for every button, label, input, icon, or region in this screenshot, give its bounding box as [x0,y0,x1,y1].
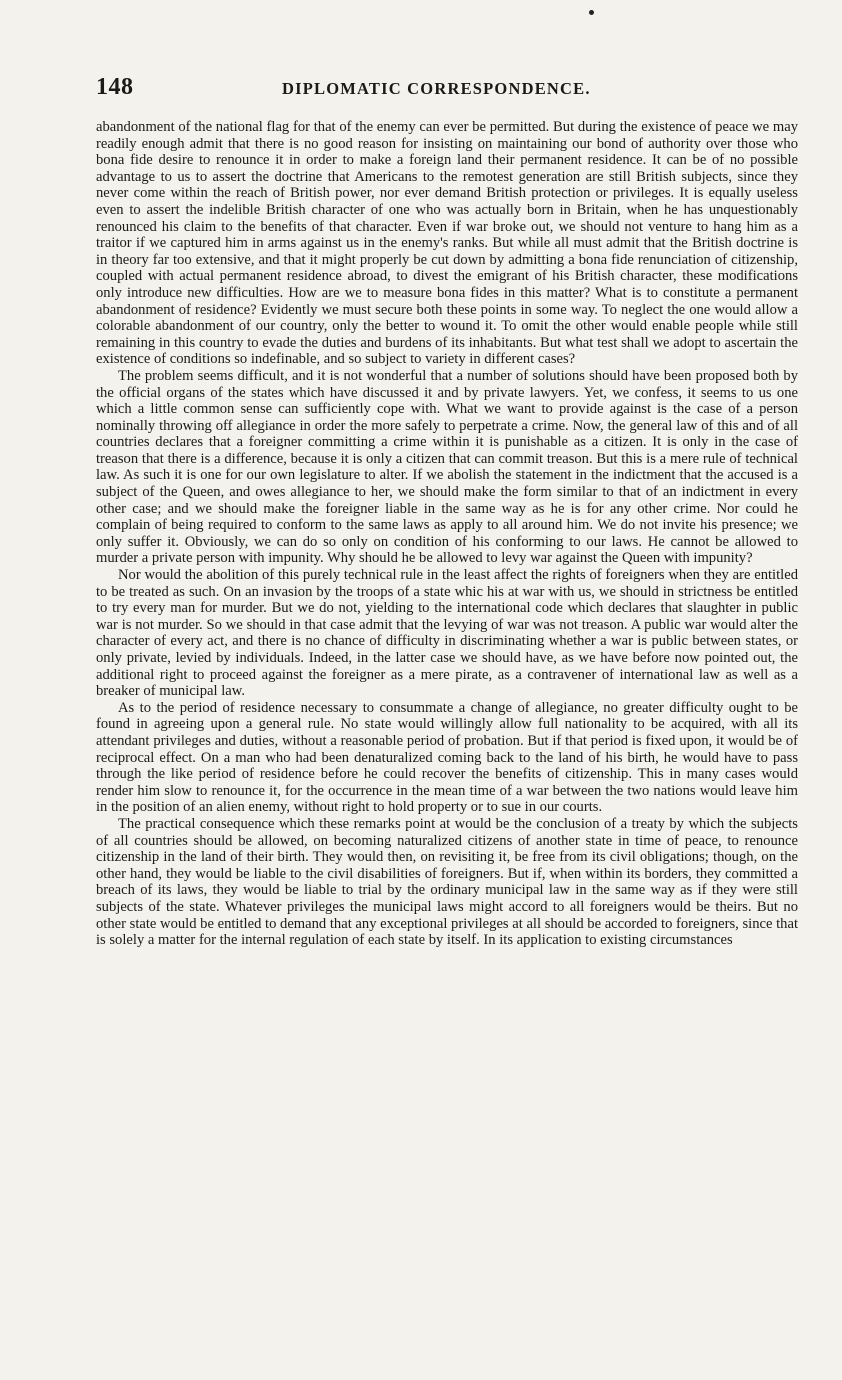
paragraph-3: Nor would the abolition of this purely technical rule in the least affect the rights of foreigners when they are entitled to be treated as such. On an invasion by the troops of a state whic his at war with us, we should in strictness be entitled to try every man for murder. But we do not, yielding to the international code which declares that slaughter in public war is not murder. So we should in that case admit that the levying of war was not treason. A public war would alter the character of every act, and there is no chance of difficulty in discriminating whether a war is public between states, or only private, levied by individuals. Indeed, in the latter case we should have, as we have before now pointed out, the additional right to proceed against the foreigner as a mere pirate, as a contravener of international law as well as a breaker of municipal law. [96,567,798,700]
ink-dot [589,10,594,15]
page-number: 148 [96,74,134,100]
paragraph-1: abandonment of the national flag for that of the enemy can ever be permitted. But during the existence of peace we may readily enough admit that there is no good reason for insisting on maintaining our bond of authority over those who bona fide desire to renounce it in order to make a foreign land their permanent residence. It can be of no possible advantage to us to assert the doctrine that Americans to the remotest generation are still British subjects, since they never come within the reach of British power, nor ever demand British protection or privileges. It is equally useless even to assert the indelible British character of one who was actually born in Britain, when he has unquestionably renounced his claim to the benefits of that character. Even if war broke out, we should not venture to hang him as a traitor if we captured him in arms against us in the enemy's ranks. But while all must admit that the British doctrine is in theory far too extensive, and that it might properly be cut down by admitting a bona fide renunciation of citizenship, coupled with actual permanent residence abroad, to divest the emigrant of his British character, these modifications only introduce new difficulties. How are we to measure bona fides in this matter? What is to constitute a permanent abandonment of residence? Evidently we must secure both these points in some way. To neglect the one would allow a colorable abandonment of our country, only the better to wound it. To omit the other would enable people while still remaining in this country to evade the duties and burdens of its inhabitants. But what test shall we adopt to ascertain the existence of conditions so indefinable, and so subject to variety in different cases? [96,119,798,368]
running-head: DIPLOMATIC CORRESPONDENCE. [282,79,591,98]
paragraph-2: The problem seems difficult, and it is not wonderful that a number of solutions should have been proposed both by the official organs of the states which have discussed it and by private lawyers. Yet, we confess, it seems to us one which a little common sense can sufficiently cope with. What we want to provide against is the case of a person nominally throwing off allegiance in order the more safely to perpetrate a crime. Now, the general law of this and of all countries declares that a foreigner committing a crime within it is punishable as a citizen. It is only in the case of treason that there is a difference, because it is only a citizen that can commit treason. But this is a mere rule of technical law. As such it is one for our own legislature to alter. If we abolish the statement in the indictment that the accused is a subject of the Queen, and owes allegiance to her, we should make the form similar to that of an indictment in every other case; and we should make the foreigner liable in the same way as he is for any other crime. Nor could he complain of being required to conform to the same laws as apply to all around him. We do not invite his presence; we only suffer it. Obviously, we can do so only on condition of his conforming to our laws. He cannot be allowed to murder a private person with impunity. Why should he be allowed to levy war against the Queen with impunity? [96,367,798,567]
paragraph-4: As to the period of residence necessary to consummate a change of allegiance, no greater difficulty ought to be found in agreeing upon a general rule. No state would willingly allow full nationality to be acquired, with all its attendant privileges and duties, without a reasonable period of probation. But if that period is fixed upon, it would be of reciprocal effect. On a man who had been denaturalized coming back to the land of his birth, he would have to pass through the like period of residence before he could recover the benefits of citizenship. This in many cases would render him slow to renounce it, for the occurrence in the mean time of a war between the two nations would leave him in the position of an alien enemy, without right to hold property or to sue in our courts. [96,699,798,816]
body-text [96,119,798,949]
page-header [96,74,796,102]
paragraph-5: The practical consequence which these remarks point at would be the conclusion of a treaty by which the subjects of all countries should be allowed, on becoming naturalized citizens of another state in time of peace, to renounce citizenship in the land of their birth. They would then, on revisiting it, be free from its civil obligations; though, on the other hand, they would be liable to the civil disabilities of foreigners. But if, when within its borders, they committed a breach of its laws, they would be liable to trial by the ordinary municipal law in the same way as if they were still subjects of the state. Whatever privileges the municipal laws might accord to all foreigners would be theirs. But no other state would be entitled to demand that any exceptional privileges at all should be accorded to foreigners, since that is solely a matter for the internal regulation of each state by itself. In its application to existing circumstances [96,815,798,949]
